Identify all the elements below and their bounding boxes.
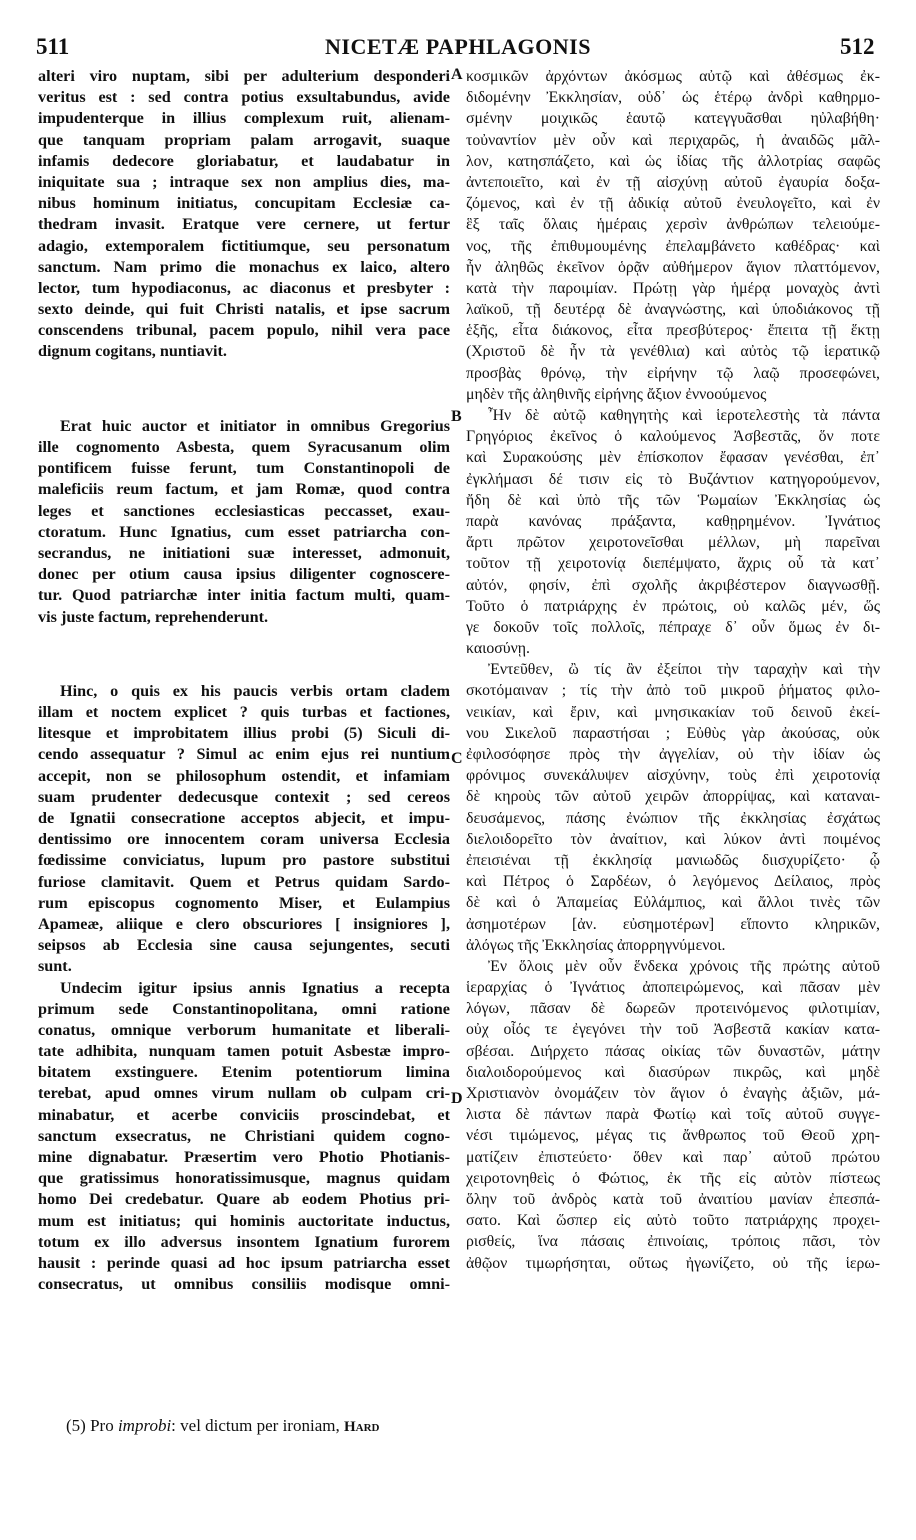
- text-line: δὲ κηροὺς τῶν αὐτοῦ χειρῶν ἀπορρίψας, καὶ καταναι-: [466, 788, 880, 806]
- text-line: de Ignatii consecratione acceptos abjecit, et impu-: [38, 809, 450, 827]
- text-line: homo Dei credebatur. Quare ab eodem Photius pri-: [38, 1190, 450, 1209]
- text-line: suam prudenter dedecusque contexit ; sed cereos: [38, 787, 450, 806]
- text-line: γε δοκοῦν τοῖς πολλοῖς, πέπραχε δ᾽ οὖν ὅμως ἐν δι-: [466, 618, 880, 636]
- text-line: νου Σικελοῦ παραστήσαι ; Εὐθὺς γὰρ ἀκούσας, οὐκ: [466, 724, 880, 742]
- latin-paragraph-3: [38, 681, 450, 978]
- text-line: mine dignabatur. Præsertim vero Photio Photianis-: [38, 1148, 450, 1166]
- text-line: ἤδη δὲ καὶ ὑπὸ τῆς τῶν Ῥωμαίων Ἐκκλησίας ὡς: [466, 491, 880, 509]
- text-line: αὐτόν, φησίν, ἐπὶ σχολῆς ἀκριβέστερον διαγνωσθῇ.: [466, 576, 880, 594]
- text-line: lector, tum hypodiaconus, ac diaconus et presbyter :: [38, 278, 450, 297]
- text-line: κατὰ τὴν παροιμίαν. Πρώτῃ γὰρ ἡμέρᾳ μοναχὸς ἀντὶ: [466, 279, 880, 297]
- text-line: sanctum exsecratus, ne Christiani quidem cogno-: [38, 1126, 450, 1145]
- text-line: (Χριστοῦ δὲ ἦν τὰ γενέθλια) καὶ αὐτὸς τῷ ἱερατικῷ: [466, 343, 880, 361]
- greek-column: [466, 66, 880, 1274]
- text-line: totum ex illo adversus insontem Ignatium furorem: [38, 1232, 450, 1251]
- text-line: ἀσημοτέρων [ἀν. εὐσημοτέρων] εἵποντο κληρικῶν,: [466, 915, 880, 933]
- text-line: conatus, omnique verborum humanitate et liberali-: [38, 1020, 450, 1039]
- text-line: hausit : perinde quasi ad hoc ipsum patriarcha esset: [38, 1253, 450, 1272]
- text-line: φρόνιμος συνεκάλυψεν αἰσχύνην, τοὺς ἐπὶ χειροτονίᾳ: [466, 767, 880, 785]
- text-line: dignum cogitans, nuntiavit.: [38, 342, 227, 361]
- text-line: primum sede Constantinopolitana, omni ratione: [38, 999, 450, 1018]
- footnote-emphasis: improbi: [117, 1416, 172, 1435]
- footnote-source: Hard: [343, 1419, 380, 1435]
- text-line: rum episcopus cognomento Miser, et Eulampius: [38, 893, 450, 912]
- text-line: bitatem exstinguere. Etenim potentiorum limina: [38, 1063, 450, 1082]
- text-line: ἱεραρχίας ὁ Ἰγνάτιος ἀποπειρώμενος, καὶ πᾶσαν μὲν: [466, 979, 880, 997]
- text-line: οὐχ οἷός τε ἐγεγόνει τὴν τοῦ Ἀσβεστᾶ κακίαν κατα-: [466, 1021, 880, 1039]
- text-line: Undecim igitur ipsius annis Ignatius a recepta: [60, 978, 450, 997]
- text-line: cendo assequatur ? Simul ac enim ejus rei nuntium: [38, 745, 450, 764]
- text-line: χειροτονηθεὶς ὁ Φώτιος, ἐκ τῆς εἰς αὐτὸν πίστεως: [466, 1169, 880, 1187]
- text-line: Τοῦτο ὁ πατριάρχης ἐν πρώτοις, οὐ καλῶς μέν, ὥς: [466, 597, 880, 615]
- text-line: sanctum. Nam primo die monachus ex laico, altero: [38, 257, 450, 276]
- text-line: ἐπεισιέναι τῇ ἐκκλησίᾳ μανιωδῶς διισχυρίζετο· ᾧ: [466, 851, 880, 869]
- text-line: ctoratum. Hunc Ignatius, cum esset patriarcha con-: [38, 522, 450, 541]
- text-line: donec per otium causa ipsius diligenter cognoscere-: [38, 565, 450, 584]
- text-line: σκοτόμαιναν ; τίς τὴν ἀπὸ τοῦ μικροῦ ῥήματος φιλο-: [466, 682, 880, 700]
- latin-paragraph-2: [38, 416, 450, 628]
- text-line: παρὰ κανόνας πράξαντα, καθῃρημένον. Ἰγνάτιος: [466, 512, 880, 530]
- text-line: λόγων, πᾶσαν δὲ δωρεῶν προτεινόμενος φιλοτιμίαν,: [466, 1000, 880, 1018]
- text-line: Apameæ, aliique e clero obscuriores [ insigniores ],: [38, 914, 450, 933]
- margin-marker-d: D: [451, 1090, 463, 1107]
- text-line: pontificem fuisse ferunt, tum Constantinopoli de: [38, 459, 450, 478]
- greek-paragraph-4: [466, 956, 880, 1274]
- text-line: ἀντεποιεῖτο, καὶ ἐν τῇ αἰσχύνῃ αὐτοῦ ἐγαυρία δοξα-: [466, 173, 880, 191]
- text-line: προσβὰς θρόνῳ, τὴν εἰρήνην τῷ λαῷ προσεφώνει,: [466, 364, 880, 382]
- text-line: que gratissimus honoratissimusque, magnus quidam: [38, 1169, 450, 1188]
- text-line: ρισθείς, ἵνα πάσαις ἐπινοίαις, τρόποις πᾶσι, τὸν: [466, 1233, 880, 1251]
- text-line: ματίζειν ἐπιστεύετο· ὅθεν καὶ παρ᾽ αὐτοῦ πρώτου: [466, 1148, 880, 1166]
- text-line: τοὐναντίον μὲν οὖν καὶ περιχαρῶς, ἡ ἀναιδῶς μᾶλ-: [466, 131, 880, 149]
- text-line: τοῦτον τῇ χειροτονίᾳ διεπέμψατο, ἄχρις οὗ τὰ κατ᾽: [466, 555, 880, 573]
- footnote: [66, 1416, 379, 1436]
- text-line: νεικίαν, καὶ ἔριν, καὶ μνησικακίαν τοῦ δεινοῦ ἐκεί-: [466, 703, 880, 721]
- text-line: adagio, extemporalem fictitiumque, seu personatum: [38, 236, 450, 255]
- text-line: seipsos ab Ecclesia sine causa sejungentes, secuti: [38, 936, 450, 955]
- text-line: μηδὲν τῆς ἀληθινῆς εἰρήνης ἄξιον ἐννοούμενος: [466, 385, 767, 403]
- text-line: tur. Quod patriarchæ inter initia factum multi, quam-: [38, 586, 450, 605]
- text-line: impudenterque in illius complexum ruit, alienam-: [38, 109, 450, 128]
- text-line: Ἐντεῦθεν, ὢ τίς ἂν ἐξείποι τὴν ταραχὴν καὶ τὴν: [488, 661, 880, 679]
- text-line: ὅλην τοῦ ἀνδρὸς κατὰ τοῦ ἀναιτίου μανίαν ἐπεσπά-: [466, 1190, 880, 1208]
- text-line: infamis dedecore gloriabatur, et laudabatur in: [38, 151, 450, 170]
- text-line: καὶ Πέτρος ὁ Σαρδέων, ὁ λεγόμενος Δείλαιος, πρὸς: [466, 873, 880, 891]
- text-line: ἄρτι πρῶτον χειροτονεῖσθαι μέλλων, μὴ παρεῖναι: [466, 534, 880, 552]
- latin-column: [38, 66, 450, 1295]
- greek-paragraph-2: [466, 405, 880, 659]
- text-line: ἦν ἀληθῶς ἐκεῖνον ὁρᾷν αὐθήμερον ἅγιον πλαττόμενον,: [466, 258, 880, 276]
- text-line: διδομένην Ἐκκλησίαν, οὐδ᾽ ὡς ἑτέρῳ ἀνδρὶ καθηρμο-: [466, 89, 880, 107]
- paragraph-gap: [38, 660, 450, 681]
- text-line: ille cognomento Asbesta, quem Syracusanum olim: [38, 438, 450, 456]
- text-line: illam et noctem explicet ? quis turbas et factiones,: [38, 703, 450, 722]
- margin-marker-b: B: [451, 408, 462, 425]
- text-line: ἑξῆς, εἶτα διάκονος, εἶτα πρεσβύτερος· ἔπειτα τῇ ἕκτῃ: [466, 322, 880, 340]
- text-line: ἐγκλήμασι δέ τισιν εἰς τὸ Βυζάντιον κατηγορούμενον,: [466, 470, 880, 488]
- text-line: consecratus, ut omnibus consiliis modisque omni-: [38, 1275, 450, 1294]
- text-line: Ἐν ὅλοις μὲν οὖν ἕνδεκα χρόνοις τῆς πρώτης αὐτοῦ: [488, 957, 880, 975]
- text-line: sunt.: [38, 957, 72, 976]
- text-line: ζόμενος, καὶ ἐν τῇ ἀδικίᾳ αὐτοῦ ἐνευλογεῖτο, καὶ ἐν: [466, 195, 880, 213]
- text-line: δὲ καὶ ὁ Ἀπαμείας Εὐλάμπιος, καὶ ἄλλοι τινὲς τῶν: [466, 894, 880, 912]
- text-line: καὶ Συρακούσης μὲν ἐπίσκοπον ἔφασαν γενέσθαι, ἐπ᾽: [466, 449, 880, 467]
- page-number-left: 511: [36, 34, 70, 59]
- greek-paragraph-3: [466, 659, 880, 956]
- text-line: σατο. Καὶ ὥσπερ εἰς αὐτὸ τοῦτο πατριάρχης προχει-: [466, 1212, 880, 1230]
- running-head: NICETÆ PAPHLAGONIS: [325, 34, 591, 59]
- text-line: νος, τῆς ἐπιθυμουμένης ἐπελαμβάνετο καθέδρας· καὶ: [466, 237, 880, 255]
- text-line: ἐφιλοσόφησε πρὸς τὴν ἀγγελίαν, οὐ τὴν ἰδίαν ὡς: [466, 746, 880, 763]
- text-line: minabatur, et acerbe conviciis proscindebat, et: [38, 1105, 450, 1124]
- text-line: ἓξ ταῖς ὅλαις ἡμέραις χερσὶν ἀνθρώπων τελειούμε-: [466, 216, 880, 234]
- text-line: furiose clamitavit. Quem et Petrus quidam Sardo-: [38, 872, 450, 891]
- text-line: κοσμικῶν ἀρχόντων ἀκόσμως αὐτῷ καὶ ἀθέσμως ἐκ-: [466, 68, 880, 85]
- paragraph-gap: [38, 363, 450, 395]
- text-line: conscendens tribunal, pacem populo, nihil vera pace: [38, 321, 450, 340]
- paragraph-gap: [38, 395, 450, 416]
- footnote-number: (5): [66, 1416, 86, 1435]
- paragraph-gap: [38, 628, 450, 660]
- latin-paragraph-4: [38, 978, 450, 1296]
- text-line: Hinc, o quis ex his paucis verbis ortam cladem: [60, 681, 450, 700]
- footnote-text: Pro: [90, 1416, 114, 1435]
- text-line: terebat, apud omnes virum nullam ob culpam cri-: [38, 1084, 450, 1103]
- text-line: Γρηγόριος ἐκεῖνος ὁ καλούμενος Ἀσβεστᾶς, ὅν ποτε: [466, 428, 880, 446]
- text-line: διελοιδορεῖτο τὸν ἀναίτιον, καὶ λύκον ἀντὶ ποιμένος: [466, 830, 880, 848]
- margin-marker-c: C: [451, 750, 463, 767]
- text-line: vis juste factum, reprehenderunt.: [38, 607, 269, 626]
- text-line: alteri viro nuptam, sibi per adulterium desponderi: [38, 67, 450, 85]
- text-line: fœdissime conviciatus, lupum pro pastore substitui: [38, 851, 450, 870]
- text-line: διαλοιδορούμενος καὶ διασύρων πικρῶς, καὶ μηδὲ: [466, 1063, 880, 1081]
- greek-paragraph-1: [466, 66, 880, 405]
- text-line: que tanquam propriam palam arrogavit, suaque: [38, 130, 450, 149]
- page-number-right: 512: [840, 34, 875, 59]
- text-line: καιοσύνῃ.: [466, 640, 530, 658]
- text-line: veritus est : sed contra potius exsultabundus, avide: [38, 88, 450, 107]
- text-line: Χριστιανὸν ὀνομάζειν τὸν ἅγιον ὁ ἐναγὴς ἀξιῶν, μά-: [466, 1085, 880, 1102]
- text-line: mum est initiatus; qui hominis auctoritate inductus,: [38, 1211, 450, 1230]
- text-line: λαϊκοῦ, τῇ δευτέρᾳ δὲ ἀναγνώστης, καὶ ὑποδιάκονος τῇ: [466, 301, 880, 319]
- text-line: σμένην μοιχικῶς ἑαυτῷ κατεγγυᾶσθαι ηὐλαβήθη·: [466, 110, 880, 128]
- text-line: maleficiis reum factum, et jam Romæ, quod contra: [38, 480, 450, 499]
- text-line: iniquitate sua ; intraque sex non amplius dies, ma-: [38, 172, 450, 191]
- text-line: ἀλόγως τῆς Ἐκκλησίας ἀπορρηγνύμενοι.: [466, 936, 726, 954]
- text-line: λον, κατησπάζετο, καὶ ὡς ἰδίας τῆς ἀλλοτρίας σαφῶς: [466, 152, 880, 170]
- text-line: λιστα δὲ πάντων παρὰ Φωτίῳ καὶ τοῖς αὐτοῦ συγγε-: [466, 1106, 880, 1124]
- text-line: Ἦν δὲ αὐτῷ καθηγητὴς καὶ ἱεροτελεστὴς τὰ πάντα: [488, 407, 880, 424]
- text-line: σβέσαι. Διήρχετο πάσας οἰκίας τῶν δυναστῶν, μάτην: [466, 1042, 880, 1060]
- footnote-text: : vel dictum per ironiam,: [171, 1416, 340, 1435]
- margin-marker-a: A: [451, 66, 463, 83]
- text-line: ἀθῷον τιμωρήσηται, οὕτως ἠγωνίζετο, οὐ τῆς ἱερω-: [466, 1254, 880, 1272]
- text-line: thedram invasit. Eratque vere cernere, ut fertur: [38, 215, 450, 234]
- text-line: nibus hominum initiatus, concupitam Ecclesiæ ca-: [38, 194, 450, 213]
- text-line: sexto deinde, qui fuit Christi natalis, et ipse sacrum: [38, 300, 450, 319]
- text-line: dentissimo ore innocentem coram universa Ecclesia: [38, 830, 450, 849]
- text-line: accepit, non se philosophum ostendit, et infamiam: [38, 766, 450, 785]
- text-line: Erat huic auctor et initiator in omnibus Gregorius: [60, 416, 450, 435]
- text-line: leges et sanctiones ecclesiasticas peccasset, exau-: [38, 501, 450, 520]
- text-line: tate adhibita, nunquam tamen potuit Asbestæ impro-: [38, 1042, 450, 1061]
- text-line: δευσάμενος, πάσης ἐνώπιον τῆς ἐκκλησίας ἐσχάτως: [466, 809, 880, 827]
- text-line: litesque et improbitatem illius probi (5) Siculi di-: [38, 724, 450, 743]
- text-line: νέσι τιμώμενος, μέγας τις ἄνθρωπος τοῦ Θεοῦ χρη-: [466, 1127, 880, 1145]
- text-line: secrandus, ne initiationi suæ interesset, admonuit,: [38, 543, 450, 562]
- latin-paragraph-1: [38, 66, 450, 363]
